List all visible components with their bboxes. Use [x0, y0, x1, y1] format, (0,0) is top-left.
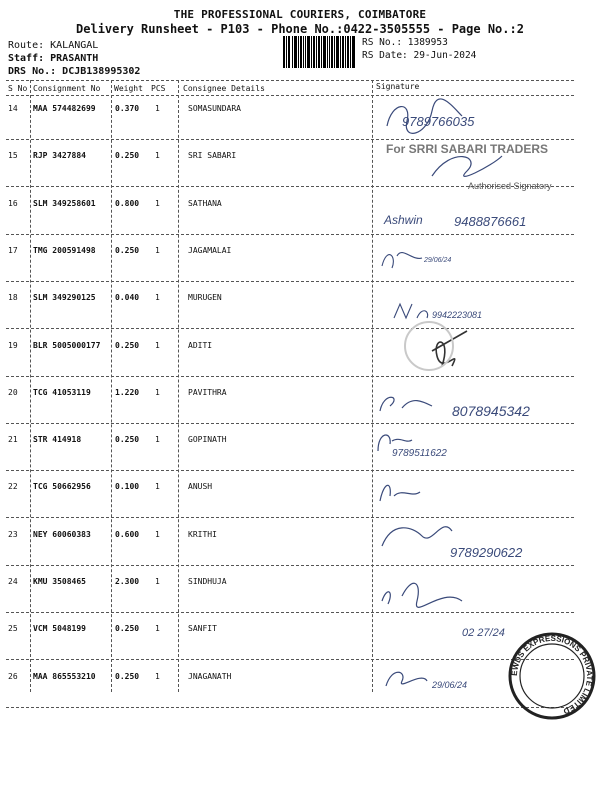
row-sno: 21	[8, 435, 18, 445]
sig-date-25: 02 27/24	[462, 627, 505, 639]
row-weight: 0.250	[115, 671, 140, 681]
barcode	[283, 36, 355, 68]
row-pcs: 1	[155, 624, 160, 634]
row-pcs: 1	[155, 198, 160, 208]
sig-phone-14: 9789766035	[402, 114, 475, 129]
col-header-sno: S No	[8, 84, 28, 93]
row-consignment: VCM 5048199	[33, 624, 86, 634]
sig-phone-23: 9789290622	[450, 545, 523, 560]
row-pcs: 1	[155, 245, 160, 255]
row-pcs: 1	[155, 151, 160, 161]
row-consignment: MAA 865553210	[33, 671, 96, 681]
row-pcs: 1	[155, 577, 160, 586]
sig-phone-16: 9488876661	[454, 214, 527, 229]
signature-19	[432, 331, 467, 366]
svg-text:EWDS EXPRESSIONS PRIVATE LIMIT	[510, 634, 594, 716]
row-pcs: 1	[155, 293, 160, 303]
company-seal	[510, 634, 594, 718]
row-pcs: 1	[155, 671, 160, 681]
row-consignee: PAVITHRA	[188, 387, 227, 397]
row-weight: 0.250	[115, 151, 140, 161]
signature-15	[432, 156, 502, 176]
row-sno: 14	[8, 104, 18, 113]
row-weight: 1.220	[115, 387, 140, 397]
sig-date-17: 29/06/24	[424, 257, 452, 264]
row-consignee: ADITI	[188, 340, 213, 350]
col-header-consignment: Consignment No	[33, 84, 101, 93]
row-sno: 26	[8, 671, 18, 681]
row-consignment: NEY 60060383	[33, 529, 91, 539]
row-sno: 15	[8, 151, 18, 161]
row-consignment: KMU 3508465	[33, 577, 86, 586]
col-header-weight: Weight	[114, 84, 143, 93]
row-consignment: SLM 349258601	[33, 198, 96, 208]
row-weight: 0.250	[115, 624, 140, 634]
row-weight: 2.300	[115, 577, 140, 586]
row-sno: 22	[8, 482, 18, 492]
row-consignee: JNAGANATH	[188, 671, 232, 681]
sig-date-26: 29/06/24	[432, 680, 468, 690]
row-weight: 0.250	[115, 245, 140, 255]
runsheet-title: Delivery Runsheet - P103 - Phone No.:0422-3505555 - Page No.:2	[76, 22, 524, 36]
row-consignee: SATHANA	[188, 198, 222, 208]
row-pcs: 1	[155, 387, 160, 397]
row-pcs: 1	[155, 482, 160, 492]
row-consignment: RJP 3427884	[33, 151, 86, 161]
row-consignee: ANUSH	[188, 482, 213, 492]
sig-phone-18: 9942223081	[432, 310, 483, 320]
row-consignee: MURUGEN	[188, 293, 222, 303]
table-top-rule	[6, 80, 574, 81]
row-weight: 0.250	[115, 340, 140, 350]
route-label: Route: KALANGAL	[8, 40, 99, 51]
row-consignee: JAGAMALAI	[188, 245, 232, 255]
row-pcs: 1	[155, 340, 160, 350]
row-sno: 24	[8, 577, 18, 586]
stamp-company: For SRRI SABARI TRADERS	[386, 142, 549, 156]
row-consignment: TCG 41053119	[33, 387, 91, 397]
sig-name-16: Ashwin	[384, 213, 423, 227]
row-sno: 25	[8, 624, 18, 634]
row-consignment: TCG 50662956	[33, 482, 91, 492]
row-sno: 18	[8, 293, 18, 303]
rs-date: RS Date: 29-Jun-2024	[362, 50, 477, 61]
stamp-role: Authorised Signatory	[468, 181, 552, 191]
signature-20	[380, 397, 432, 411]
row-consignee: SRI SABARI	[188, 151, 237, 161]
row-sno: 20	[8, 387, 18, 397]
row-consignee: SINDHUJA	[188, 577, 227, 586]
row-consignment: SLM 349290125	[33, 293, 96, 303]
row-consignee: SOMASUNDARA	[188, 104, 241, 113]
col-header-signature: Signature	[376, 82, 420, 91]
sig-phone-20: 8078945342	[452, 403, 530, 419]
row-weight: 0.040	[115, 293, 140, 303]
row-sno: 17	[8, 245, 18, 255]
rs-number: RS No.: 1389953	[362, 37, 448, 48]
sig-phone-21: 9789511622	[392, 448, 447, 459]
row-weight: 0.250	[115, 435, 140, 445]
row-pcs: 1	[155, 529, 160, 539]
signature-area	[372, 96, 600, 736]
row-consignment: MAA 574482699	[33, 104, 96, 113]
signature-26	[386, 672, 427, 686]
row-sno: 19	[8, 340, 18, 350]
seal-text: EWDS EXPRESSIONS PRIVATE LIMITED	[509, 633, 595, 716]
row-pcs: 1	[155, 104, 160, 113]
row-consignee: SANFIT	[188, 624, 217, 634]
signature-24	[382, 583, 462, 607]
signature-17	[382, 253, 422, 268]
signature-18	[394, 304, 428, 318]
row-consignment: TMG 200591498	[33, 245, 96, 255]
faint-seal-icon	[405, 322, 453, 370]
row-consignee: KRITHI	[188, 529, 217, 539]
col-header-consignee: Consignee Details	[183, 84, 265, 93]
company-title: THE PROFESSIONAL COURIERS, COIMBATORE	[173, 8, 427, 21]
row-sno: 23	[8, 529, 18, 539]
row-consignment: STR 414918	[33, 435, 82, 445]
drs-number: DRS No.: DCJB138995302	[8, 66, 141, 77]
col-header-pcs: PCS	[151, 84, 166, 93]
row-pcs: 1	[155, 435, 160, 445]
row-consignment: BLR 5005000177	[33, 340, 101, 350]
row-weight: 0.370	[115, 104, 140, 113]
row-weight: 0.100	[115, 482, 140, 492]
row-weight: 0.600	[115, 529, 140, 539]
signature-22	[380, 485, 420, 501]
row-weight: 0.800	[115, 198, 140, 208]
signature-23	[382, 527, 452, 546]
staff-label: Staff: PRASANTH	[8, 53, 99, 64]
row-consignee: GOPINATH	[188, 435, 227, 445]
row-sno: 16	[8, 198, 18, 208]
